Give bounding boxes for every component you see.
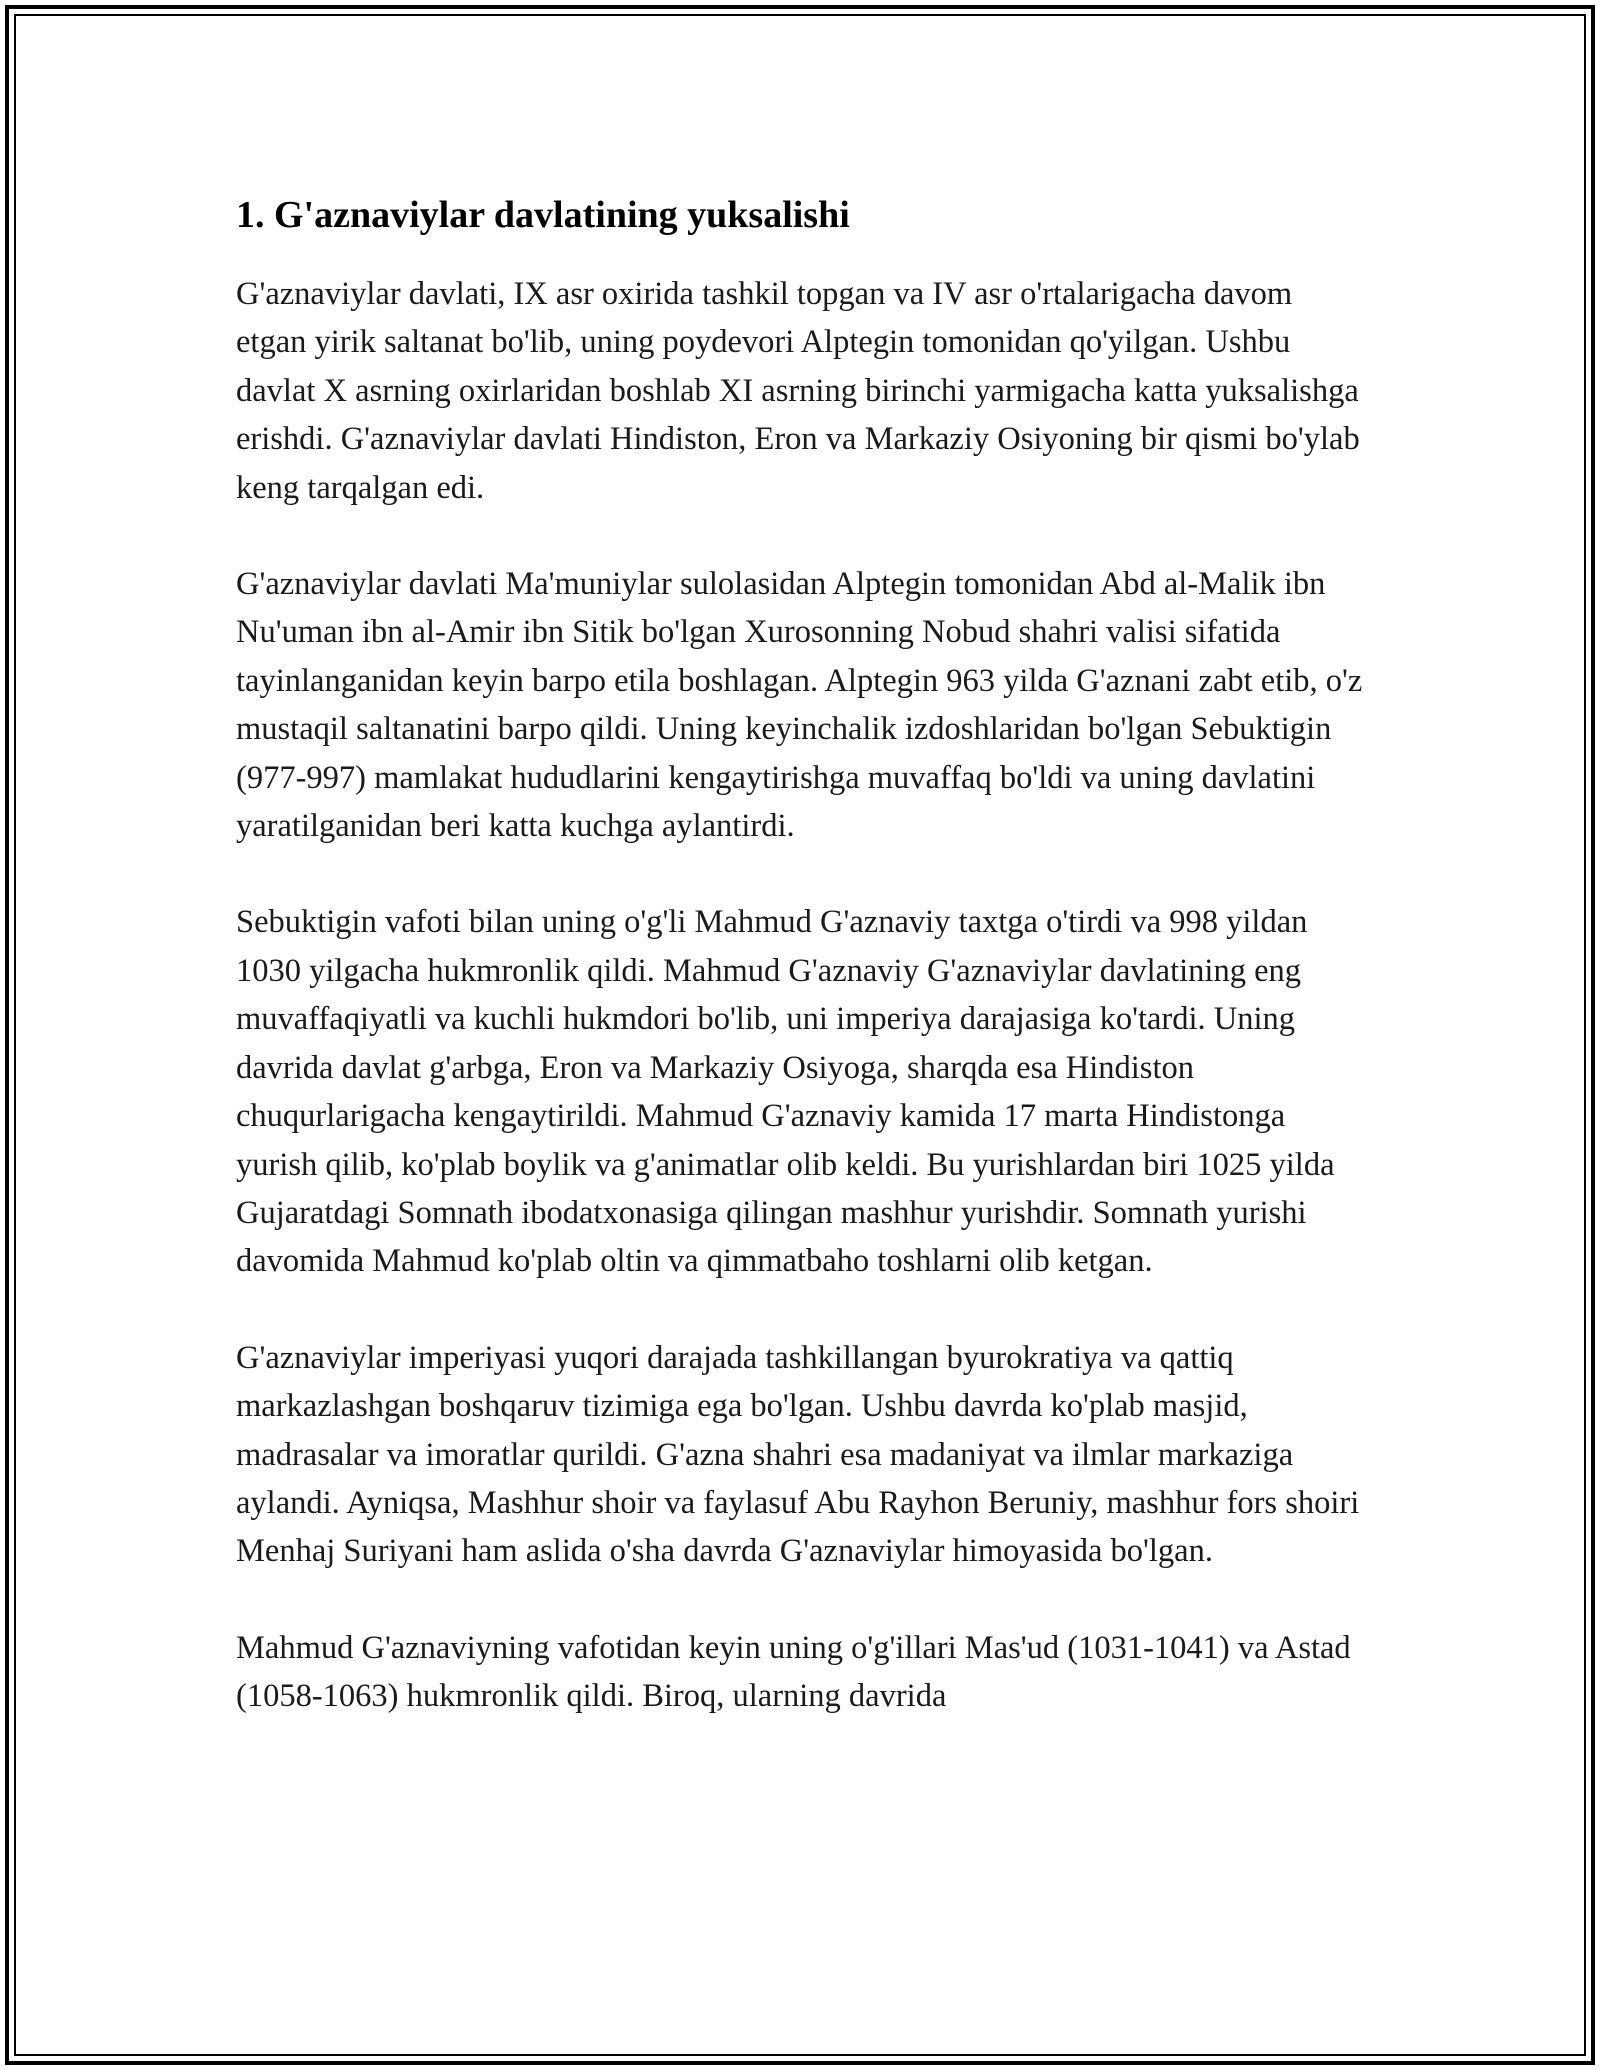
paragraph-4: G'aznaviylar imperiyasi yuqori darajada tashkillangan byurokratiya va qattiq markazlashgan boshqaruv tizimiga ega bo'lgan. Ushbu davrda ko'plab masjid, madrasalar va imoratlar qurildi. G'azna shahri esa madaniyat va ilmlar markaziga aylandi. Ayniqsa, Mashhur shoir va faylasuf Abu Rayhon Beruniy, mashhur fors shoiri Menhaj Suriyani ham aslida o'sha davrda G'aznaviylar himoyasida bo'lgan. <box>236 1339 1360 1570</box>
paragraph-2: G'aznaviylar davlati Ma'muniylar sulolasidan Alptegin tomonidan Abd al-Malik ibn Nu'uman ibn al-Amir ibn Sitik bo'lgan Xurosonning Nobud shahri valisi sifatida tayinlanganidan keyin barpo etila boshlagan. Alptegin 963 yilda G'aznani zabt etib, o'z mustaqil saltanatini barpo qildi. Uning keyinchalik izdoshlaridan bo'lgan Sebuktigin (977-997) mamlakat hududlarini kengaytirishga muvaffaq bo'ldi va uning davlatini yaratilganidan beri katta kuchga aylantirdi. <box>236 566 1363 845</box>
document-body <box>236 186 1366 1721</box>
paragraph-5: Mahmud G'aznaviyning vafotidan keyin uning o'g'illari Mas'ud (1031-1041) va Astad (1058-1063) hukmronlik qildi. Biroq, ularning davrida <box>236 1629 1351 1715</box>
paragraph-3: Sebuktigin vafoti bilan uning o'g'li Mahmud G'aznaviy taxtga o'tirdi va 998 yildan 1030 yilgacha hukmronlik qildi. Mahmud G'aznaviy G'aznaviylar davlatining eng muvaffaqiyatli va kuchli hukmdori bo'lib, uni imperiya darajasiga ko'tardi. Uning davrida davlat g'arbga, Eron va Markaziy Osiyoga, sharqda esa Hindiston chuqurlarigacha kengaytirildi. Mahmud G'aznaviy kamida 17 marta Hindistonga yurish qilib, ko'plab boylik va g'animatlar olib keldi. Bu yurishlardan biri 1025 yilda Gujaratdagi Somnath ibodatxonasiga qilingan mashhur yurishdir. Somnath yurishi davomida Mahmud ko'plab oltin va qimmatbaho toshlarni olib ketgan. <box>236 904 1335 1280</box>
paragraph-1: G'aznaviylar davlati, IX asr oxirida tashkil topgan va IV asr o'rtalarigacha davom etgan yirik saltanat bo'lib, uning poydevori Alptegin tomonidan qo'yilgan. Ushbu davlat X asrning oxirlaridan boshlab XI asrning birinchi yarmigacha katta yuksalishga erishdi. G'aznaviylar davlati Hindiston, Eron va Markaziy Osiyoning bir qismi bo'ylab keng tarqalgan edi. <box>236 276 1360 506</box>
section-heading: 1. G'aznaviylar davlatining yuksalishi <box>236 194 850 236</box>
